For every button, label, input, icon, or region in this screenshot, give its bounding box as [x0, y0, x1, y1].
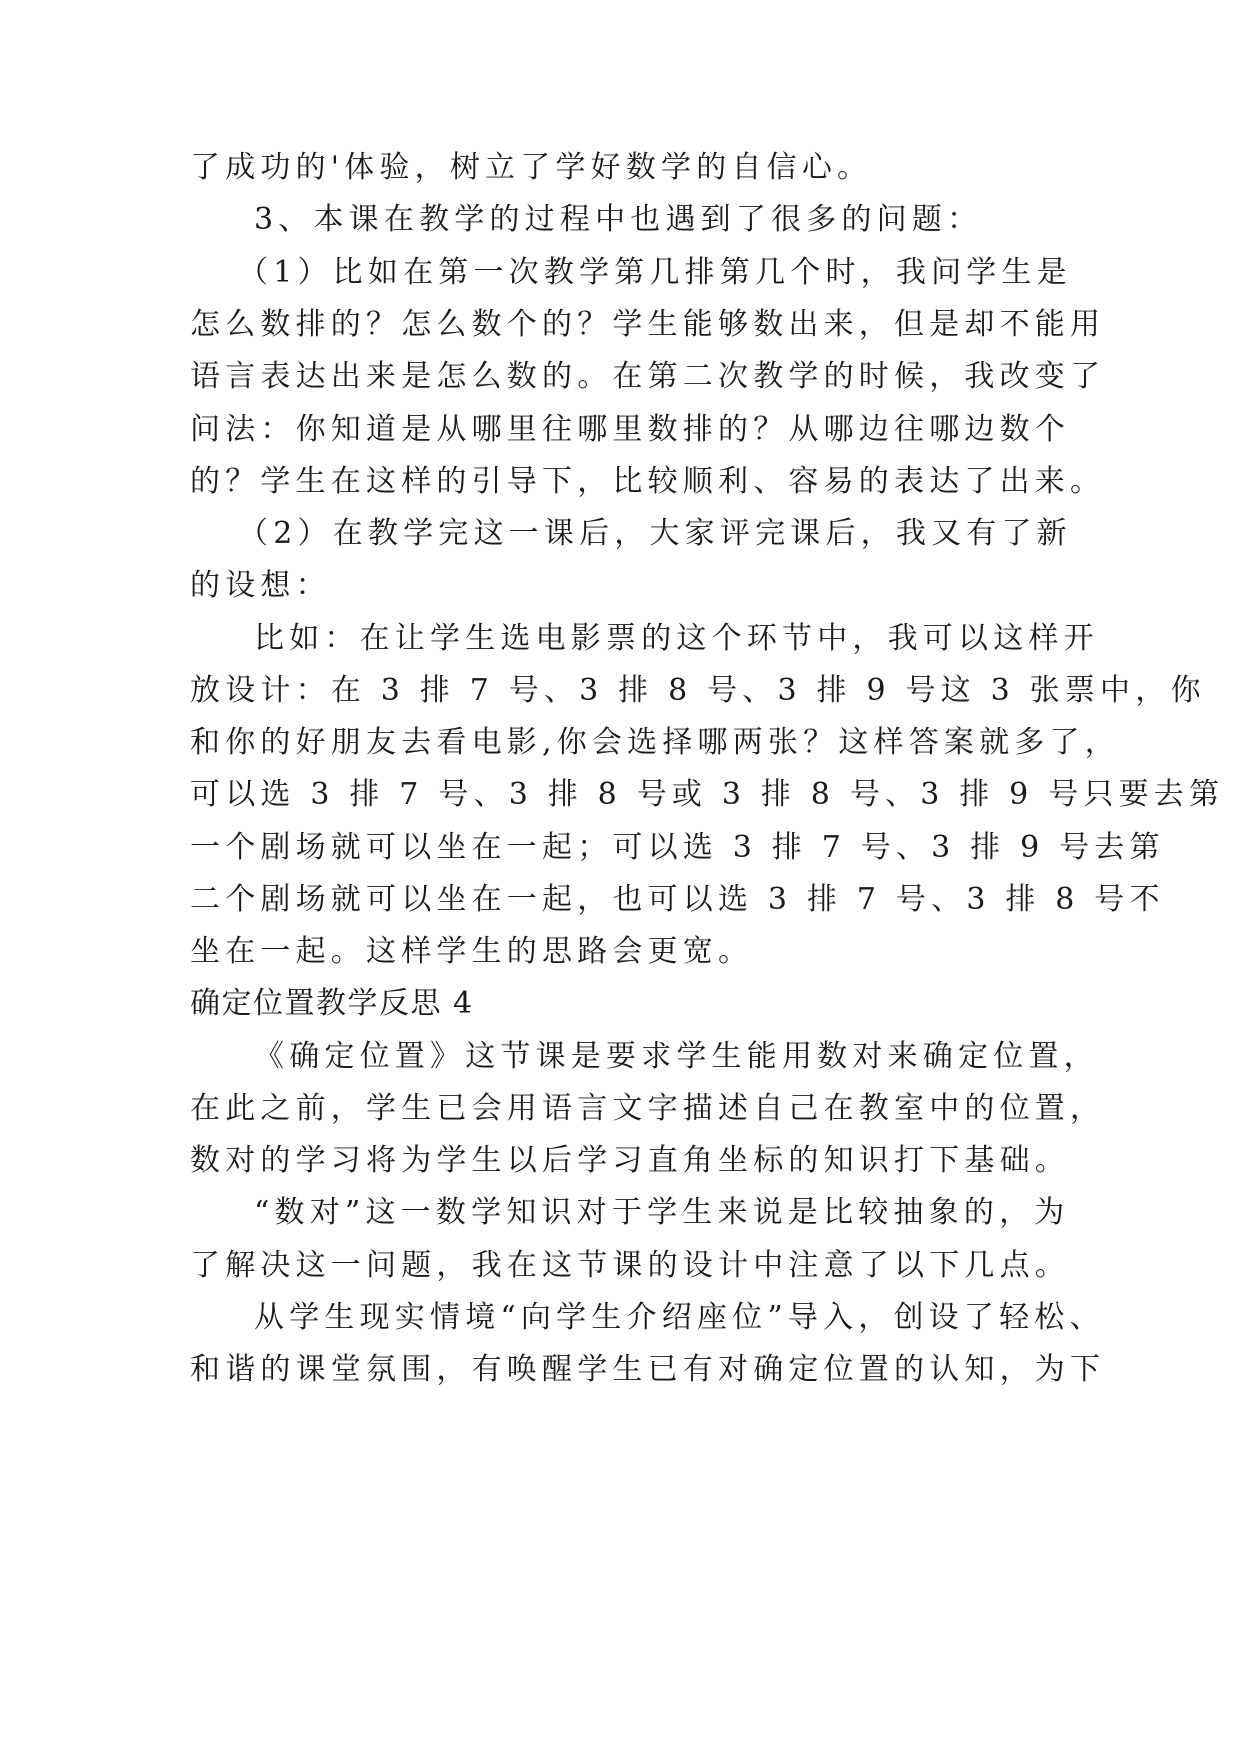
body-text-line: 一个剧场就可以坐在一起；可以选 3 排 7 号、3 排 9 号去第	[190, 830, 1165, 865]
body-text-line: 在此之前，学生已会用语言文字描述自己在教室中的位置，	[190, 1091, 1106, 1126]
body-text-line: 从学生现实情境“向学生介绍座位”导入，创设了轻松、	[254, 1300, 1105, 1335]
body-text-line: 语言表达出来是怎么数的。在第二次教学的时候，我改变了	[190, 359, 1106, 394]
body-text-line: 坐在一起。这样学生的思路会更宽。	[190, 934, 754, 969]
section-heading: 确定位置教学反思 4	[190, 986, 474, 1021]
body-text-line: 问法：你知道是从哪里往哪里数排的？从哪边往哪边数个	[190, 412, 1070, 447]
body-text-line: （1）比如在第一次教学第几排第几个时，我问学生是	[238, 255, 1072, 290]
body-text-line: 了解决这一问题，我在这节课的设计中注意了以下几点。	[190, 1248, 1070, 1283]
body-text-line: 的？学生在这样的引导下，比较顺利、容易的表达了出来。	[190, 464, 1106, 499]
body-text-line: 的设想：	[190, 568, 331, 603]
body-text-line: 《确定位置》这节课是要求学生能用数对来确定位置，	[254, 1039, 1099, 1074]
body-text-line: 放设计：在 3 排 7 号、3 排 8 号、3 排 9 号这 3 张票中，你	[190, 673, 1206, 708]
body-text-line: “数对”这一数学知识对于学生来说是比较抽象的，为	[254, 1195, 1070, 1230]
body-text-line: 和谐的课堂氛围，有唤醒学生已有对确定位置的认知，为下	[190, 1352, 1106, 1387]
body-text-line: 了成功的'体验，树立了学好数学的自信心。	[190, 150, 873, 185]
body-text-line: （2）在教学完这一课后，大家评完课后，我又有了新	[238, 516, 1072, 551]
body-text-line: 可以选 3 排 7 号、3 排 8 号或 3 排 8 号、3 排 9 号只要去第	[190, 777, 1225, 812]
body-text-line: 3、本课在教学的过程中也遇到了很多的问题：	[254, 202, 983, 237]
body-text-line: 怎么数排的？怎么数个的？学生能够数出来，但是却不能用	[190, 307, 1106, 342]
body-text-line: 比如：在让学生选电影票的这个环节中，我可以这样开	[254, 621, 1099, 656]
body-text-line: 二个剧场就可以坐在一起，也可以选 3 排 7 号、3 排 8 号不	[190, 882, 1165, 917]
body-text-line: 和你的好朋友去看电影,你会选择哪两张？这样答案就多了，	[190, 725, 1120, 760]
body-text-line: 数对的学习将为学生以后学习直角坐标的知识打下基础。	[190, 1143, 1070, 1178]
